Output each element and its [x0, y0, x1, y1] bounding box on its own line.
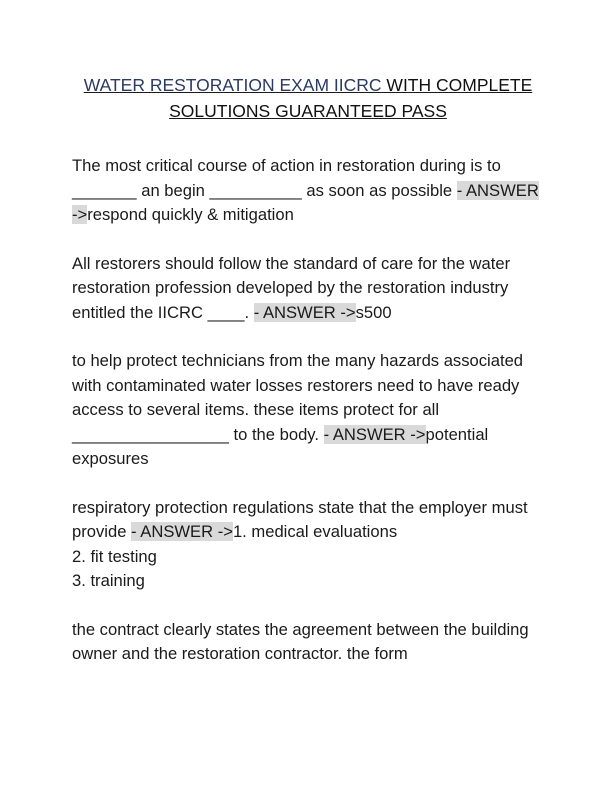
qa-item-2 [72, 252, 544, 326]
answer-text: potential exposures [72, 424, 489, 468]
answer-text: 1. medical evaluations [232, 522, 398, 541]
question-text: the contract clearly states the agreement between the building owner and the restoration contractor. the form [72, 619, 529, 663]
title-part-2: WITH COMPLETE SOLUTIONS GUARANTEED PASS [169, 75, 533, 121]
question-text: to help protect technicians from the many hazards associated with contaminated water losses restorers need to have ready access to several items. these items protect for all _________________ to the body. [72, 351, 524, 444]
question-text: All restorers should follow the standard of care for the water restoration profession developed by the restoration industry entitled the IICRC ____. [72, 253, 511, 322]
answer-text: respond quickly & mitigation [87, 205, 294, 224]
title-part-1: WATER RESTORATION EXAM IICRC [83, 75, 382, 95]
answer-line-3: 3. training [72, 571, 145, 590]
answer-marker: - ANSWER -> [72, 180, 539, 224]
qa-item-1 [72, 154, 544, 228]
answer-marker: - ANSWER -> [323, 424, 426, 444]
answer-line-2: 2. fit testing [72, 546, 157, 566]
document-title [72, 72, 544, 124]
qa-item-4 [72, 496, 544, 594]
answer-marker: - ANSWER -> [253, 302, 356, 322]
answer-marker: - ANSWER -> [131, 522, 233, 541]
qa-item-3 [72, 349, 544, 472]
qa-item-5 [72, 618, 544, 667]
question-text: respiratory protection regulations state that the employer must provide [72, 497, 528, 541]
answer-text: s500 [355, 302, 392, 322]
question-text: The most critical course of action in restoration during is to _______ an begin __________ as soon as possible [72, 156, 501, 200]
